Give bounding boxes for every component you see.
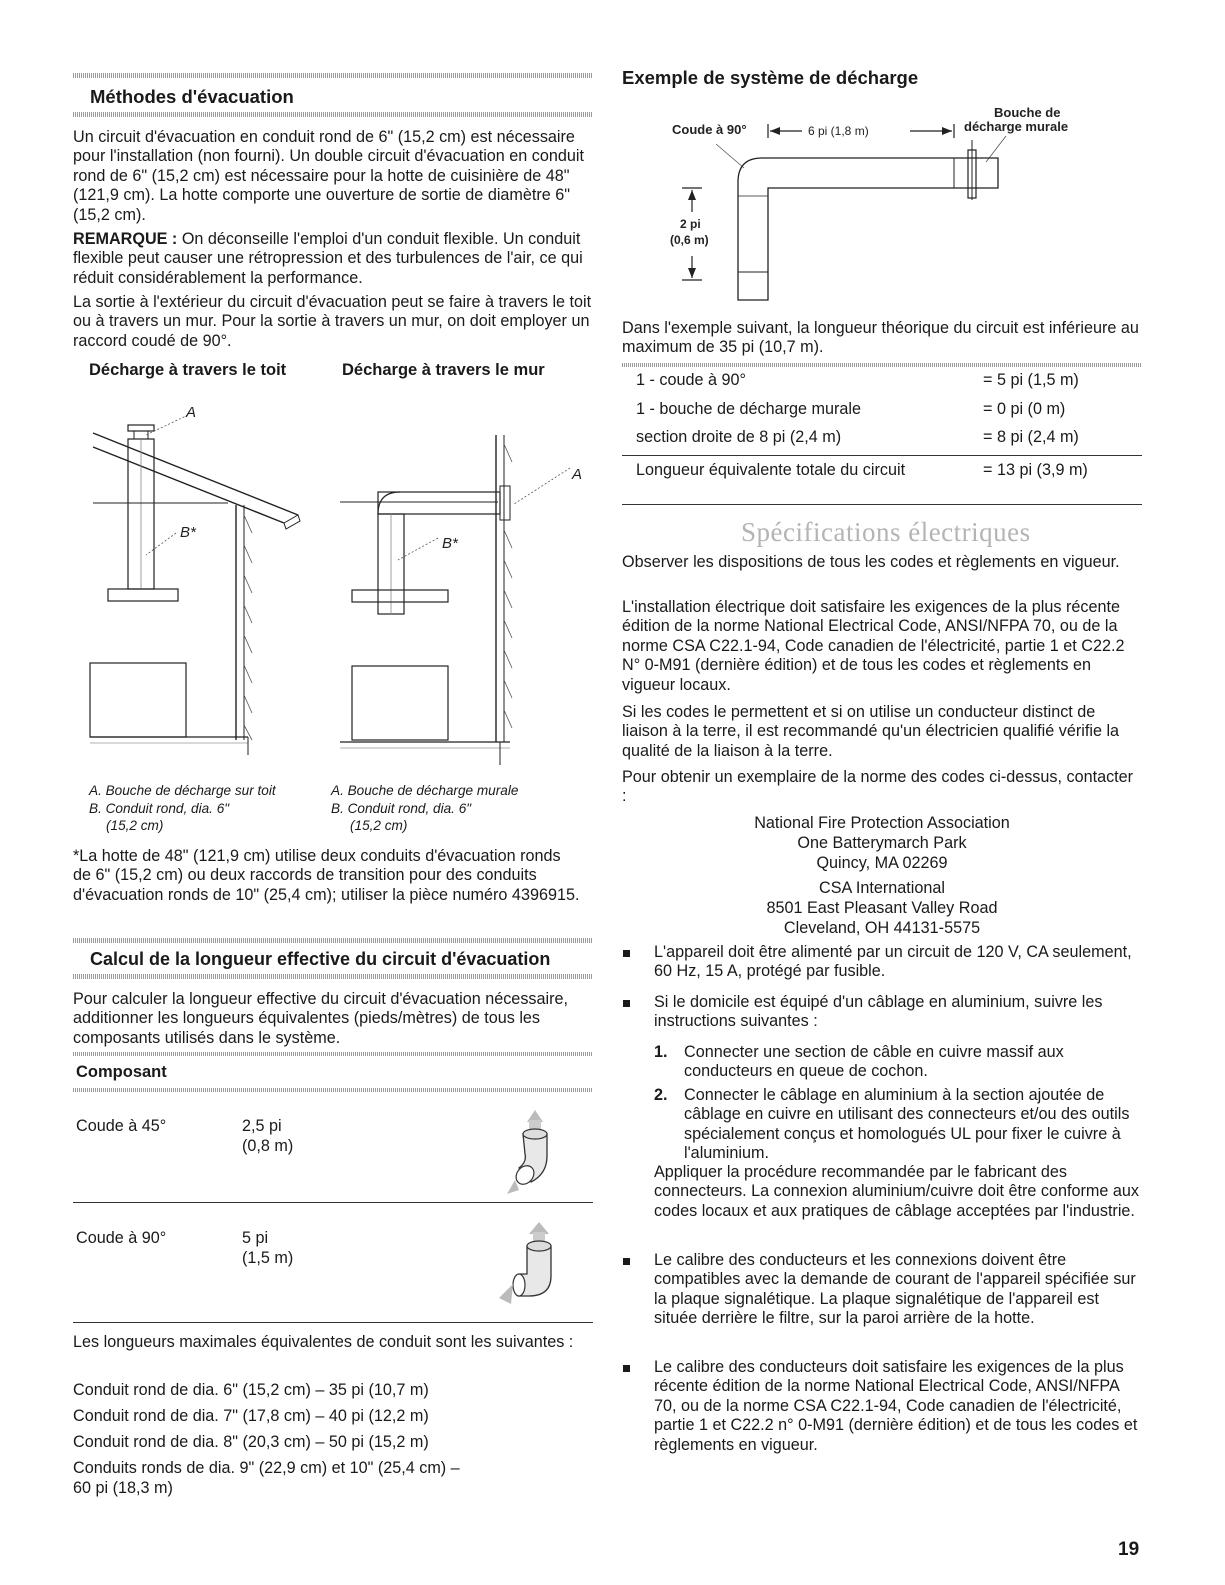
example-table-bottom-rule [622,504,1142,505]
step-1-number: 1. [654,1043,668,1061]
bullet-marker-2 [623,1000,630,1007]
step-2: Connecter le câblage en aluminium à la section ajoutée de câblage en cuivre en utilisant des connecteurs et/ou des outils spécialement conçus et homologués UL pour fixer le cuivre à l'aluminium. [684,1086,1130,1163]
max-intro: Les longueurs maximales équivalentes de conduit sont les suivantes : [73,1333,574,1351]
methods-paragraph-1: Un circuit d'évacuation en conduit rond de 6" (15,2 cm) est nécessaire pour l'installation (non fourni). Un double circuit d'évacuation en conduit rond de 6" (15,2 cm) est nécessaire pour la hotte de cuisinière de 48" (121,9 cm). La hotte comporte une ouverture de sortie de diamètre 6" (15,2 cm). [73,128,584,224]
methods-heading: Méthodes d'évacuation [90,86,294,107]
roof-caption-a: A. Bouche de décharge sur toit [89,783,276,798]
example-paragraph: Dans l'exemple suivant, la longueur théorique du circuit est inférieure au maximum de 35 pi (10,7 m). [622,319,1139,357]
wall-label-a: A [572,466,583,483]
wall-label-b: B* [442,535,458,552]
step-1: Connecter une section de câble en cuivre massif aux conducteurs en queue de cochon. [684,1043,1064,1081]
roof-caption-b2: (15,2 cm) [106,818,164,833]
methods-bottom-rule [73,112,593,117]
component-45-divider [73,1202,593,1203]
roof-discharge-diagram [88,395,318,770]
max-line-3: Conduit rond de dia. 8" (20,3 cm) – 50 pi (15,2 m) [73,1433,429,1451]
elbow-90-icon [497,1220,567,1310]
table-total-item: Longueur équivalente totale du circuit [636,461,906,479]
component-90-len2: (1,5 m) [242,1249,294,1267]
component-90-len1: 5 pi [242,1229,269,1247]
table-total-value: = 13 pi (3,9 m) [983,461,1088,479]
span-label: 6 pi (1,8 m) [808,124,869,138]
component-90-name: Coude à 90° [76,1229,167,1247]
electrical-paragraph-3: Si les codes le permettent et si on utilise un conducteur distinct de liaison à la terre, il est recommandé qu'un électricien qualifié vérifie la qualité de la liaison à la terre. [622,703,1120,760]
step-after-paragraph: Appliquer la procédure recommandée par le fabricant des connecteurs. La connexion aluminium/cuivre doit être conforme aux codes locaux et aux pratiques de câblage acceptées par l'industrie. [654,1163,1139,1220]
methods-top-rule [73,73,593,78]
table-row-2-item: 1 - bouche de décharge murale [636,400,861,418]
bullet-marker-4 [623,1365,630,1372]
note-text: On déconseille l'emploi d'un conduit flexible. Un conduit flexible peut causer une rétropression et des turbulences de l'air, ce qui réduit considérablement la performance. [73,230,583,287]
csa-line-1: CSA International [819,879,945,897]
component-bottom-rule [73,1088,593,1092]
example-system-diagram [668,100,1098,310]
bullet-marker-3 [623,1258,630,1265]
csa-line-2: 8501 East Pleasant Valley Road [766,899,998,917]
component-45-len2: (0,8 m) [242,1137,294,1155]
cap-label-2: décharge murale [964,119,1069,134]
cap-label-1: Bouche de [994,105,1061,120]
csa-line-3: Cleveland, OH 44131-5575 [783,919,981,937]
bullet-1: L'appareil doit être alimenté par un circuit de 120 V, CA seulement, 60 Hz, 15 A, protégé par fusible. [654,943,1132,981]
max-line-4: Conduits ronds de dia. 9" (22,9 cm) et 10" (25,4 cm) – [73,1459,460,1477]
calc-bottom-rule [73,974,593,979]
wall-caption-b2: (15,2 cm) [350,818,408,833]
methods-note [73,230,593,288]
table-row-3-item: section droite de 8 pi (2,4 m) [636,428,842,446]
nfpa-line-1: National Fire Protection Association [754,814,1010,832]
table-row-3-value: = 8 pi (2,4 m) [983,428,1079,446]
component-90-divider [73,1322,593,1323]
table-row-1-item: 1 - coude à 90° [636,371,746,389]
height-label-1: 2 pi [680,217,701,231]
component-top-rule [73,1052,593,1056]
step-2-number: 2. [654,1086,668,1104]
csa-address [622,878,1142,938]
bullet-marker-1 [623,950,630,957]
example-heading: Exemple de système de décharge [622,67,919,88]
table-row-2-value: = 0 pi (0 m) [983,400,1066,418]
nfpa-line-3: Quincy, MA 02269 [816,854,948,872]
calc-heading: Calcul de la longueur effective du circuit d'évacuation [90,949,551,969]
electrical-paragraph-4: Pour obtenir un exemplaire de la norme des codes ci-dessus, contacter : [622,768,1134,806]
bullet-4: Le calibre des conducteurs doit satisfaire les exigences de la plus récente édition de la norme National Electrical Code, ANSI/NFPA 70, ou de la norme CSA C22.1-94, Code canadien de l'électricité, partie 1 et C22.2 n° 0-M91 (dernière édition) et de tous les codes et règlements en vigueur. [654,1358,1138,1454]
roof-caption-b: B. Conduit rond, dia. 6" [89,801,230,816]
max-line-5: 60 pi (18,3 m) [73,1479,173,1497]
footnote: *La hotte de 48" (121,9 cm) utilise deux conduits d'évacuation ronds de 6" (15,2 cm) ou deux raccords de transition pour des conduits d'évacuation ronds de 10" (25,4 cm); utiliser la pièce numéro 4396915. [73,847,580,904]
component-heading: Composant [76,1063,167,1081]
wall-caption-b: B. Conduit rond, dia. 6" [331,801,472,816]
height-label-2: (0,6 m) [670,233,709,247]
elbow-label: Coude à 90° [672,122,747,137]
nfpa-address [622,813,1142,873]
example-table-total-rule [622,455,1142,456]
example-table-top-rule [622,363,1142,367]
page-number: 19 [1118,1539,1140,1560]
calc-paragraph: Pour calculer la longueur effective du circuit d'évacuation nécessaire, additionner les longueurs équivalentes (pieds/mètres) de tous les composants utilisés dans le système. [73,990,568,1047]
roof-label-b: B* [180,524,196,541]
calc-top-rule [73,938,593,943]
wall-discharge-diagram [338,420,588,770]
wall-caption-a: A. Bouche de décharge murale [331,783,519,798]
component-45-len1: 2,5 pi [242,1117,282,1135]
max-line-2: Conduit rond de dia. 7" (17,8 cm) – 40 pi (12,2 m) [73,1407,429,1425]
methods-paragraph-3: La sortie à l'extérieur du circuit d'évacuation peut se faire à travers le toit ou à travers un mur. Pour la sortie à travers un mur, on doit employer un raccord coudé de 90°. [73,293,592,350]
electrical-paragraph-1: Observer les dispositions de tous les codes et règlements en vigueur. [622,553,1120,571]
roof-label-a: A [186,404,197,421]
elbow-45-icon [505,1108,565,1196]
bullet-3: Le calibre des conducteurs et les connexions doivent être compatibles avec la demande de courant de l'appareil spécifiée sur la plaque signalétique. La plaque signalétique de l'appareil est située derrière le filtre, sur la paroi arrière de la hotte. [654,1251,1136,1328]
nfpa-line-2: One Batterymarch Park [797,834,967,852]
note-label: REMARQUE : [73,230,178,248]
table-row-1-value: = 5 pi (1,5 m) [983,371,1079,389]
bullet-2: Si le domicile est équipé d'un câblage en aluminium, suivre les instructions suivantes : [654,993,1103,1031]
electrical-paragraph-2: L'installation électrique doit satisfaire les exigences de la plus récente édition de la norme National Electrical Code, ANSI/NFPA 70, ou de la norme CSA C22.1-94, Code canadien de l'électricité, partie 1 et C22.2 N° 0-M91 (dernière édition) et de tous les codes et règlements en vigueur locaux. [622,598,1125,694]
component-45-name: Coude à 45° [76,1117,167,1135]
electrical-specs-heading: Spécifications électriques [741,517,1031,547]
max-line-1: Conduit rond de dia. 6" (15,2 cm) – 35 pi (10,7 m) [73,1381,429,1399]
roof-discharge-heading: Décharge à travers le toit [89,361,287,379]
wall-discharge-heading: Décharge à travers le mur [342,361,545,379]
